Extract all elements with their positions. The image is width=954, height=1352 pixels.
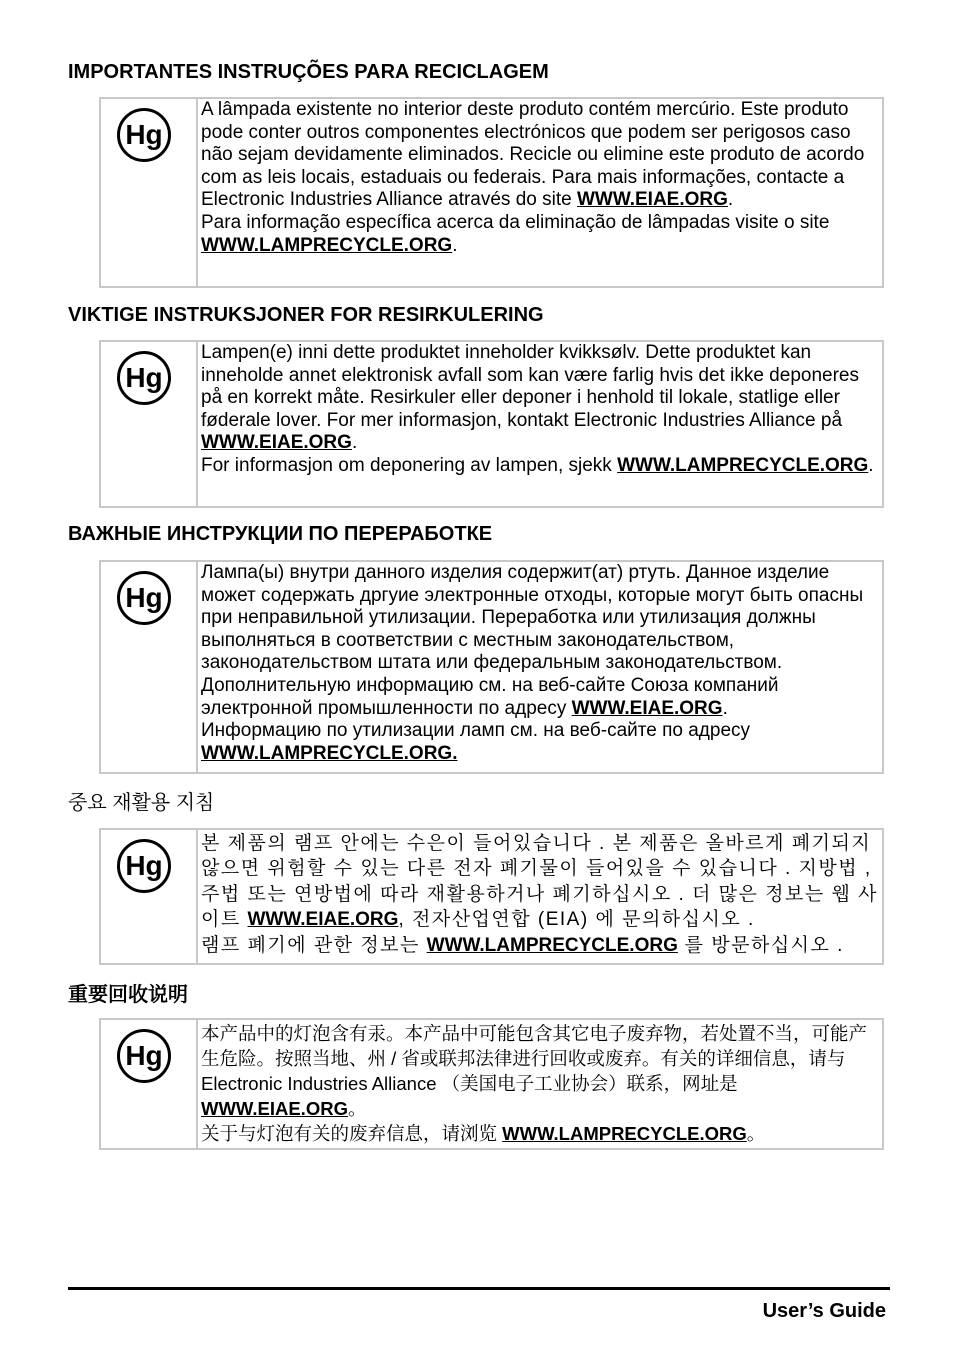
- footer-label: User’s Guide: [762, 1300, 886, 1322]
- icon-cell: [101, 562, 198, 772]
- notice-paragraph: [201, 1021, 878, 1121]
- notice-box: [99, 828, 884, 965]
- notice-text: [198, 99, 882, 286]
- eiae-link[interactable]: WWW.EIAE.ORG: [201, 1098, 348, 1119]
- paragraph-text: For informasjon om deponering av lampen, sjekk: [201, 454, 618, 476]
- section-heading: 중요 재활용 지침: [68, 792, 215, 814]
- notice-box: [99, 560, 884, 774]
- paragraph-text: .: [452, 234, 458, 256]
- section-korean: [68, 791, 886, 956]
- paragraph-text: Para informação específica acerca da eliminação de lâmpadas visite o site: [201, 211, 830, 233]
- paragraph-text: .: [722, 697, 728, 719]
- notice-paragraph: [201, 562, 878, 720]
- notice-paragraph: [201, 1121, 878, 1146]
- lamprecycle-link[interactable]: WWW.LAMPRECYCLE.ORG.: [201, 742, 458, 764]
- eiae-link[interactable]: WWW.EIAE.ORG: [576, 189, 728, 211]
- notice-paragraph: [201, 720, 878, 765]
- notice-paragraph: [201, 455, 878, 478]
- footer-divider: [68, 1287, 890, 1290]
- mercury-hg-icon: Hg: [117, 571, 171, 625]
- notice-paragraph: [201, 342, 878, 455]
- icon-cell: [101, 1020, 198, 1148]
- mercury-hg-icon: Hg: [117, 1029, 171, 1083]
- paragraph-text: 램프 폐기에 관한 정보는: [201, 934, 427, 956]
- notice-paragraph: [201, 212, 878, 257]
- lamprecycle-link[interactable]: WWW.LAMPRECYCLE.ORG: [426, 934, 678, 956]
- paragraph-text: 를 방문하십시오 .: [677, 934, 844, 956]
- paragraph-text: 。: [746, 1123, 766, 1144]
- paragraph-text: Лампа(ы) внутри данного изделия содержит(ат) ртуть. Данное изделие может содержать дргуие электронные отходы, которые могут быть опасны при неправильной утилизации. Переработка или утилизация должны выполняться в соответствии с местным законодательством, законодательством штата или федеральным законодательством. Дополнительную информацию см. на веб-сайте Союза компаний электронной промышленности по адресу: [201, 562, 864, 719]
- paragraph-text: , 전자산업연합 (EIA) 에 문의하십시오 .: [398, 909, 755, 931]
- mercury-hg-icon: Hg: [117, 351, 171, 405]
- notice-text: [198, 562, 882, 772]
- lamprecycle-link[interactable]: WWW.LAMPRECYCLE.ORG: [201, 234, 453, 256]
- notice-box: [99, 1018, 884, 1150]
- section-russian: [68, 522, 886, 764]
- notice-paragraph: [201, 99, 878, 212]
- section-portuguese: [68, 60, 886, 256]
- paragraph-text: 。: [347, 1098, 367, 1119]
- paragraph-text: 本产品中的灯泡含有汞。本产品中可能包含其它电子废弃物，若处置不当，可能产生危险。按照当地、州 / 省或联邦法律进行回收或废弃。有关的详细信息，请与 Electronic Industries Alliance （美国电子工业协会）联系，网址是: [201, 1023, 868, 1094]
- mercury-hg-icon: Hg: [117, 108, 171, 162]
- lamprecycle-link[interactable]: WWW.LAMPRECYCLE.ORG: [617, 454, 869, 476]
- icon-cell: [101, 342, 198, 506]
- notice-paragraph: [201, 831, 878, 933]
- section-chinese: [68, 983, 886, 1144]
- paragraph-text: .: [727, 189, 734, 211]
- section-norwegian: [68, 303, 886, 476]
- icon-cell: [101, 99, 198, 286]
- section-heading: 重要回收说明: [68, 984, 188, 1006]
- notice-text: [198, 830, 882, 963]
- lamprecycle-link[interactable]: WWW.LAMPRECYCLE.ORG: [502, 1123, 747, 1144]
- icon-cell: [101, 830, 198, 963]
- notice-box: [99, 340, 884, 508]
- paragraph-text: 关于与灯泡有关的废弃信息，请浏览: [201, 1123, 503, 1144]
- notice-paragraph: [201, 933, 878, 958]
- paragraph-text: Информацию по утилизации ламп см. на веб-сайте по адресу: [201, 720, 751, 742]
- section-heading: IMPORTANTES INSTRUÇÕES PARA RECICLAGEM: [68, 61, 549, 83]
- paragraph-text: .: [868, 454, 874, 476]
- paragraph-text: A lâmpada existente no interior deste produto contém mercúrio. Este produto pode conter outros componentes electrónicos que podem ser perigosos caso não sejam devidamente eliminados. Recicle ou elimine este produto de acordo com as leis locais, estaduais ou federais. Para mais informações, contacte a Electronic Industries Alliance através do site: [201, 99, 865, 211]
- eiae-link[interactable]: WWW.EIAE.ORG: [201, 432, 352, 454]
- section-heading: VIKTIGE INSTRUKSJONER FOR RESIRKULERING: [68, 304, 544, 326]
- notice-text: [198, 1020, 882, 1148]
- notice-text: [198, 342, 882, 506]
- paragraph-text: Lampen(e) inni dette produktet inneholder kvikksølv. Dette produktet kan inneholde annet elektronisk avfall som kan være farlig hvis det ikke deponeres på en korrekt måte. Resirkuler eller deponer i henhold til lokale, statlige eller føderale lover. For mer informasjon, kontakt Electronic Industries Alliance på: [201, 342, 859, 431]
- section-heading: ВАЖНЫЕ ИНСТРУКЦИИ ПО ПЕРЕРАБОТКЕ: [68, 523, 493, 545]
- paragraph-text: .: [351, 432, 358, 454]
- paragraph-text: 본 제품의 램프 안에는 수은이 들어있습니다 . 본 제품은 올바르게 폐기되지 않으면 위험할 수 있는 다른 전자 폐기물이 들어있을 수 있습니다 . 지방법 , 주법 또는 연방법에 따라 재활용하거나 폐기하십시오 . 더 많은 정보는 웹 사이트: [201, 833, 878, 931]
- mercury-hg-icon: Hg: [117, 839, 171, 893]
- eiae-link[interactable]: WWW.EIAE.ORG: [571, 697, 723, 719]
- notice-box: [99, 97, 884, 288]
- eiae-link[interactable]: WWW.EIAE.ORG: [247, 909, 399, 931]
